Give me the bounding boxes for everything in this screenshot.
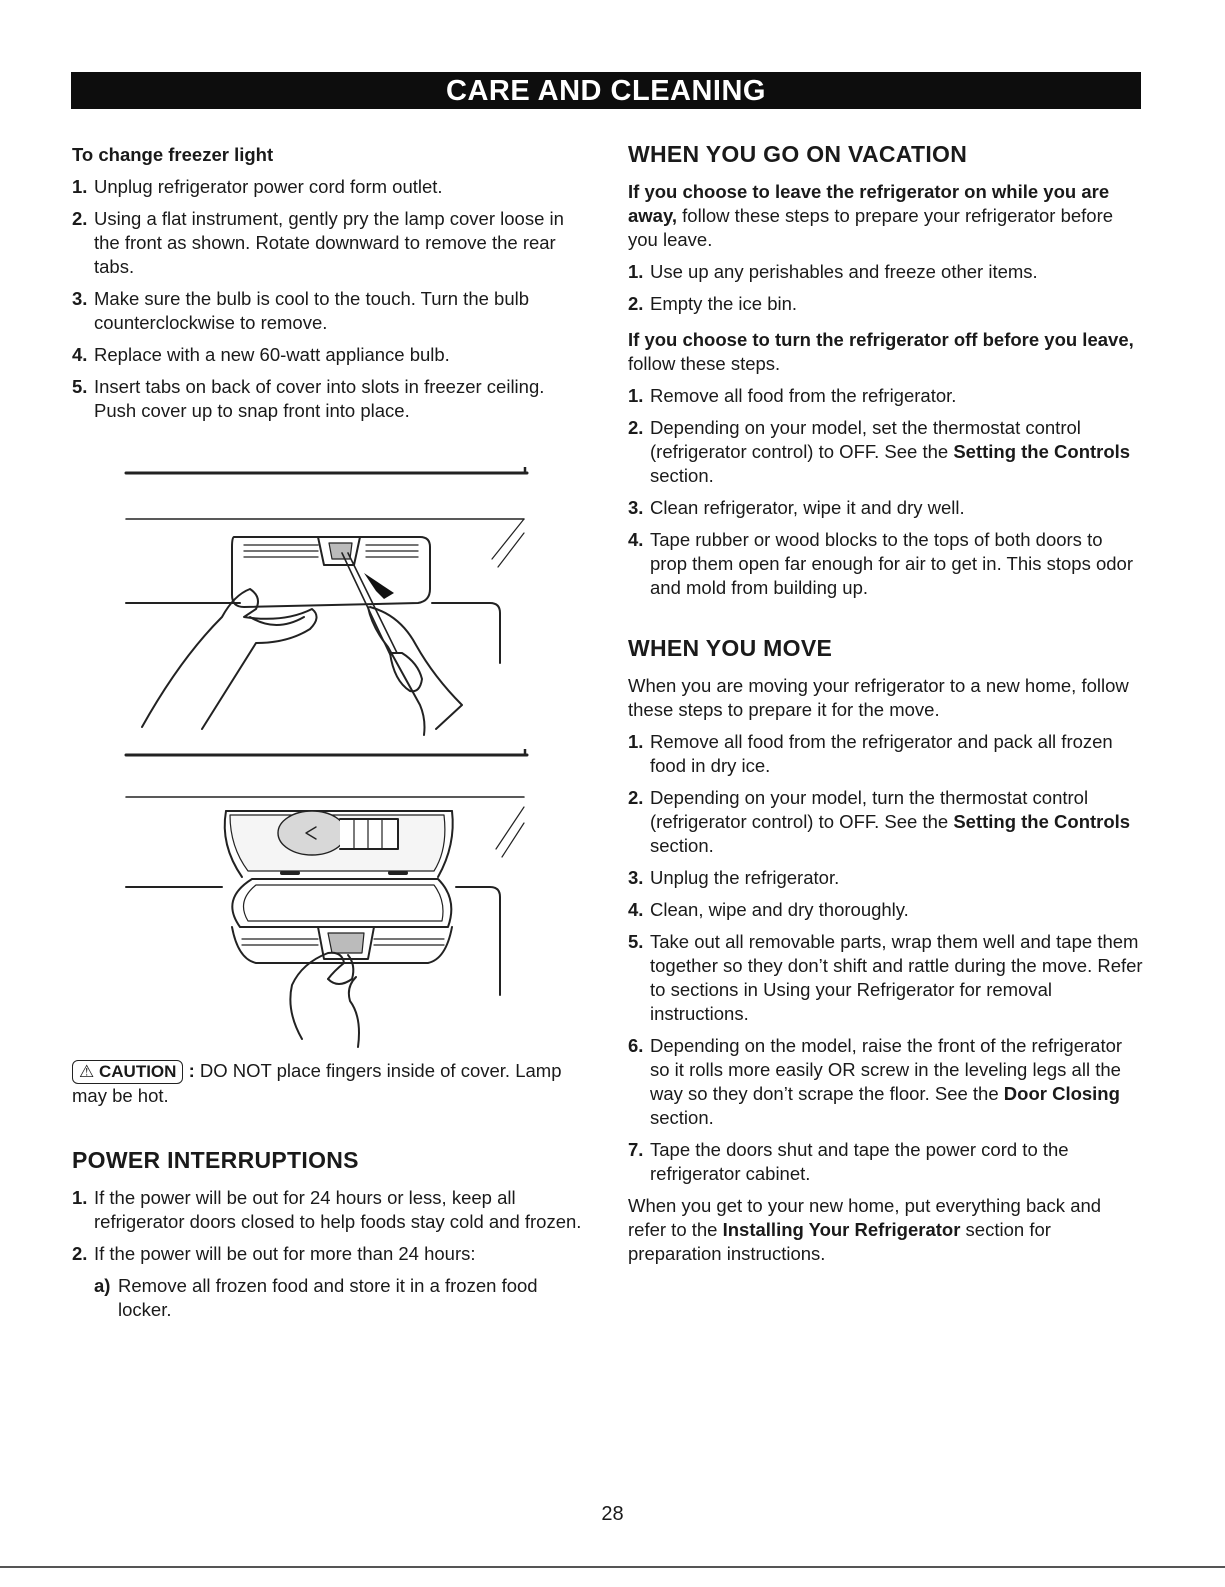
list-item: 1. Remove all food from the refrigerator. bbox=[628, 385, 957, 406]
list-item: 7. Tape the doors shut and tape the power cord to the refrigerator cabinet. bbox=[628, 1139, 1069, 1184]
pry-lamp-cover-illustration bbox=[72, 467, 542, 737]
vacation-heading: WHEN YOU GO ON VACATION bbox=[628, 141, 968, 167]
list-item: 4. Clean, wipe and dry thoroughly. bbox=[628, 899, 909, 920]
list-item: 3. Clean refrigerator, wipe it and dry well. bbox=[628, 497, 965, 518]
right-column bbox=[628, 140, 1143, 1274]
freezer-light-steps bbox=[72, 175, 582, 423]
power-sub-steps bbox=[72, 1274, 582, 1322]
list-item: 3. Unplug the refrigerator. bbox=[628, 867, 840, 888]
list-item: 4. Replace with a new 60-watt appliance bulb. bbox=[72, 344, 450, 365]
move-heading: WHEN YOU MOVE bbox=[628, 635, 833, 661]
list-item: 2. If the power will be out for more than 24 hours: bbox=[72, 1243, 476, 1264]
list-item: 1. Remove all food from the refrigerator and pack all frozen food in dry ice. bbox=[628, 731, 1113, 776]
vacation-intro-off: If you choose to turn the refrigerator off before you leave, follow these steps. bbox=[628, 329, 1134, 374]
left-column bbox=[72, 140, 582, 1330]
list-item: 1. Unplug refrigerator power cord form outlet. bbox=[72, 176, 443, 197]
remove-bulb-illustration bbox=[72, 749, 542, 1049]
warning-triangle-icon: ⚠ bbox=[79, 1062, 95, 1081]
section-banner: CARE AND CLEANING bbox=[71, 72, 1141, 109]
move-intro: When you are moving your refrigerator to a new home, follow these steps to prepare it for the move. bbox=[628, 675, 1129, 720]
list-item: 2. Depending on your model, turn the thermostat control (refrigerator control) to OFF. See the Setting the Controls section. bbox=[628, 787, 1131, 856]
list-item: 2. Depending on your model, set the thermostat control (refrigerator control) to OFF. See the Setting the Controls section. bbox=[628, 417, 1131, 486]
list-item: 3. Make sure the bulb is cool to the touch. Turn the bulb counterclockwise to remove. bbox=[72, 288, 530, 333]
list-item: 6. Depending on the model, raise the front of the refrigerator so it rolls more easily OR screw in the leveling legs all the way so they don’t scrape the floor. See the Door Closing section. bbox=[628, 1035, 1123, 1128]
power-steps bbox=[72, 1186, 582, 1266]
move-steps bbox=[628, 730, 1143, 1186]
list-item: 2. Empty the ice bin. bbox=[628, 293, 798, 314]
list-item: 5. Insert tabs on back of cover into slots in freezer ceiling. Push cover up to snap front into place. bbox=[72, 376, 545, 421]
move-outro: When you get to your new home, put everything back and refer to the Installing Your Refrigerator section for preparation instructions. bbox=[628, 1195, 1102, 1264]
list-item: 4. Tape rubber or wood blocks to the tops of both doors to prop them open far enough for air to get in. This stops odor and mold from building up. bbox=[628, 529, 1134, 598]
bottom-rule bbox=[0, 1566, 1225, 1568]
list-item: 2. Using a flat instrument, gently pry the lamp cover loose in the front as shown. Rotate downward to remove the rear tabs. bbox=[72, 208, 564, 277]
caution-badge: ⚠ CAUTION bbox=[72, 1060, 183, 1084]
list-item: 1. If the power will be out for 24 hours or less, keep all refrigerator doors closed to help foods stay cold and frozen. bbox=[72, 1187, 582, 1232]
list-item: 1. Use up any perishables and freeze other items. bbox=[628, 261, 1038, 282]
caution-note: ⚠ CAUTION : DO NOT place fingers inside of cover. Lamp may be hot. bbox=[72, 1060, 562, 1106]
list-item: 5. Take out all removable parts, wrap them well and tape them together so they don’t shift and rattle during the move. Refer to sections in Using your Refrigerator for removal instructions. bbox=[628, 931, 1143, 1024]
vacation-off-steps bbox=[628, 384, 1143, 600]
page-number: 28 bbox=[601, 1503, 624, 1525]
vacation-on-steps bbox=[628, 260, 1143, 316]
freezer-light-heading: To change freezer light bbox=[72, 144, 274, 165]
list-item: a) Remove all frozen food and store it in a frozen food locker. bbox=[94, 1275, 538, 1320]
vacation-intro-on: If you choose to leave the refrigerator on while you are away, follow these steps to prepare your refrigerator before you leave. bbox=[628, 181, 1114, 250]
power-interruptions-heading: POWER INTERRUPTIONS bbox=[72, 1147, 359, 1173]
